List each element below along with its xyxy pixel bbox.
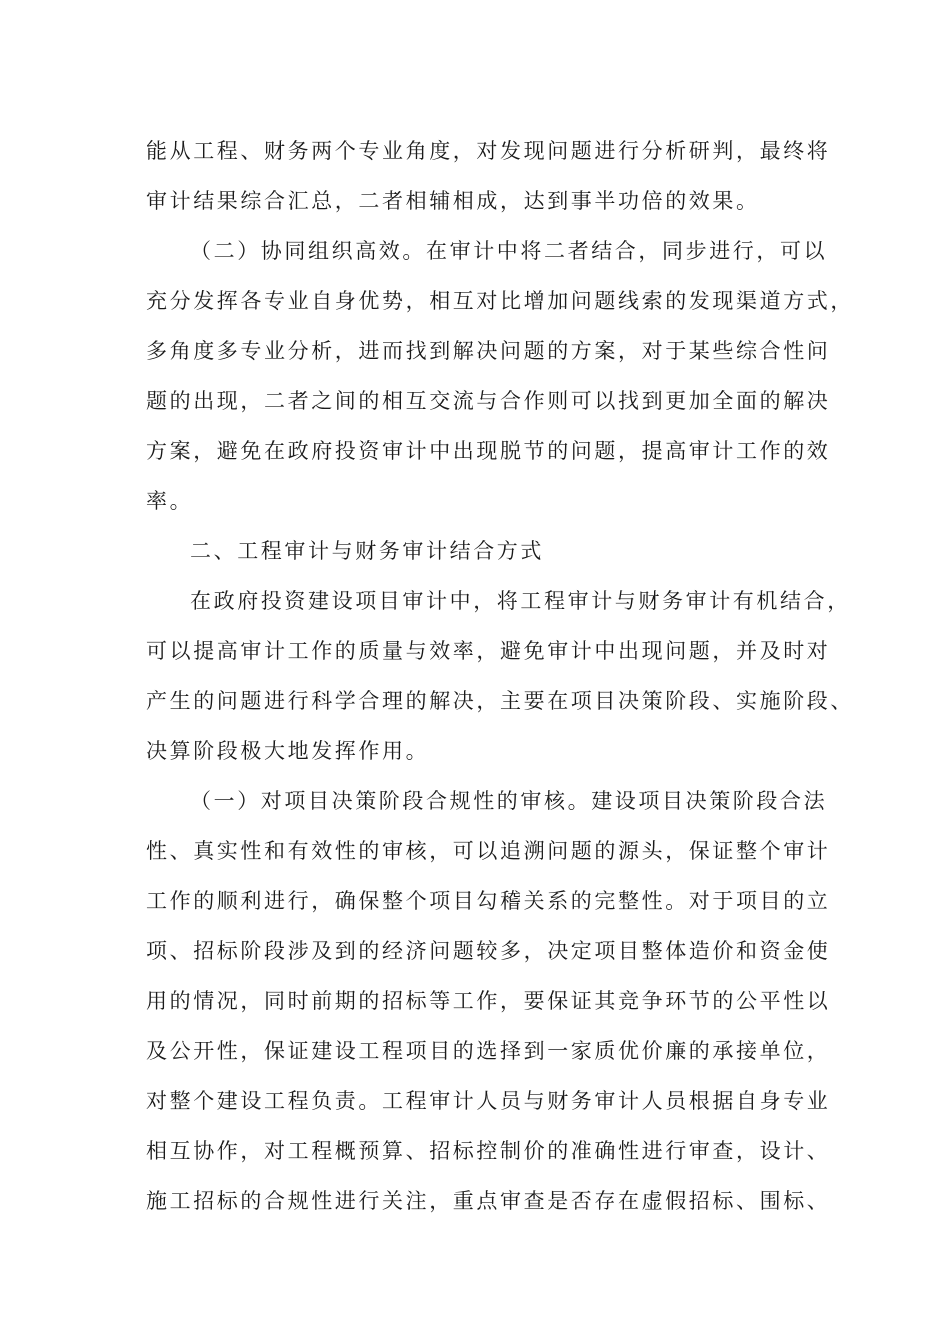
chapter-heading: 二、工程审计与财务审计结合方式 (190, 539, 544, 563)
text-line: 及公开性，保证建设工程项目的选择到一家质优价廉的承接单位， (146, 1039, 831, 1063)
text-line: 方案，避免在政府投资审计中出现脱节的问题，提高审计工作的效 (146, 439, 831, 463)
text-line: 性、真实性和有效性的审核，可以追溯问题的源头，保证整个审计 (146, 839, 831, 863)
section-heading-2: （二）协同组织高效。在审计中将二者结合，同步进行，可以 (190, 239, 828, 263)
text-line: 决算阶段极大地发挥作用。 (146, 739, 430, 763)
text-line: 可以提高审计工作的质量与效率，避免审计中出现问题，并及时对 (146, 639, 831, 663)
text-line: 相互协作，对工程概预算、招标控制价的准确性进行审查，设计、 (146, 1139, 831, 1163)
text-line: 在政府投资建设项目审计中，将工程审计与财务审计有机结合， (190, 589, 851, 613)
text-line: 充分发挥各专业自身优势，相互对比增加问题线索的发现渠道方式， (146, 289, 854, 313)
text-line: 率。 (146, 489, 194, 513)
text-line: 题的出现，二者之间的相互交流与合作则可以找到更加全面的解决 (146, 389, 831, 413)
section-heading-1: （一）对项目决策阶段合规性的审核。建设项目决策阶段合法 (190, 789, 828, 813)
text-line: 产生的问题进行科学合理的解决，主要在项目决策阶段、实施阶段、 (146, 689, 854, 713)
text-line: 对整个建设工程负责。工程审计人员与财务审计人员根据自身专业 (146, 1089, 831, 1113)
text-line: 审计结果综合汇总，二者相辅相成，达到事半功倍的效果。 (146, 189, 760, 213)
text-line: 能从工程、财务两个专业角度，对发现问题进行分析研判，最终将 (146, 139, 831, 163)
text-line: 用的情况，同时前期的招标等工作，要保证其竞争环节的公平性以 (146, 989, 831, 1013)
text-line: 工作的顺利进行，确保整个项目勾稽关系的完整性。对于项目的立 (146, 889, 831, 913)
text-line: 项、招标阶段涉及到的经济问题较多，决定项目整体造价和资金使 (146, 939, 831, 963)
text-line: 多角度多专业分析，进而找到解决问题的方案，对于某些综合性问 (146, 339, 831, 363)
text-line: 施工招标的合规性进行关注，重点审查是否存在虚假招标、围标、 (146, 1189, 831, 1213)
